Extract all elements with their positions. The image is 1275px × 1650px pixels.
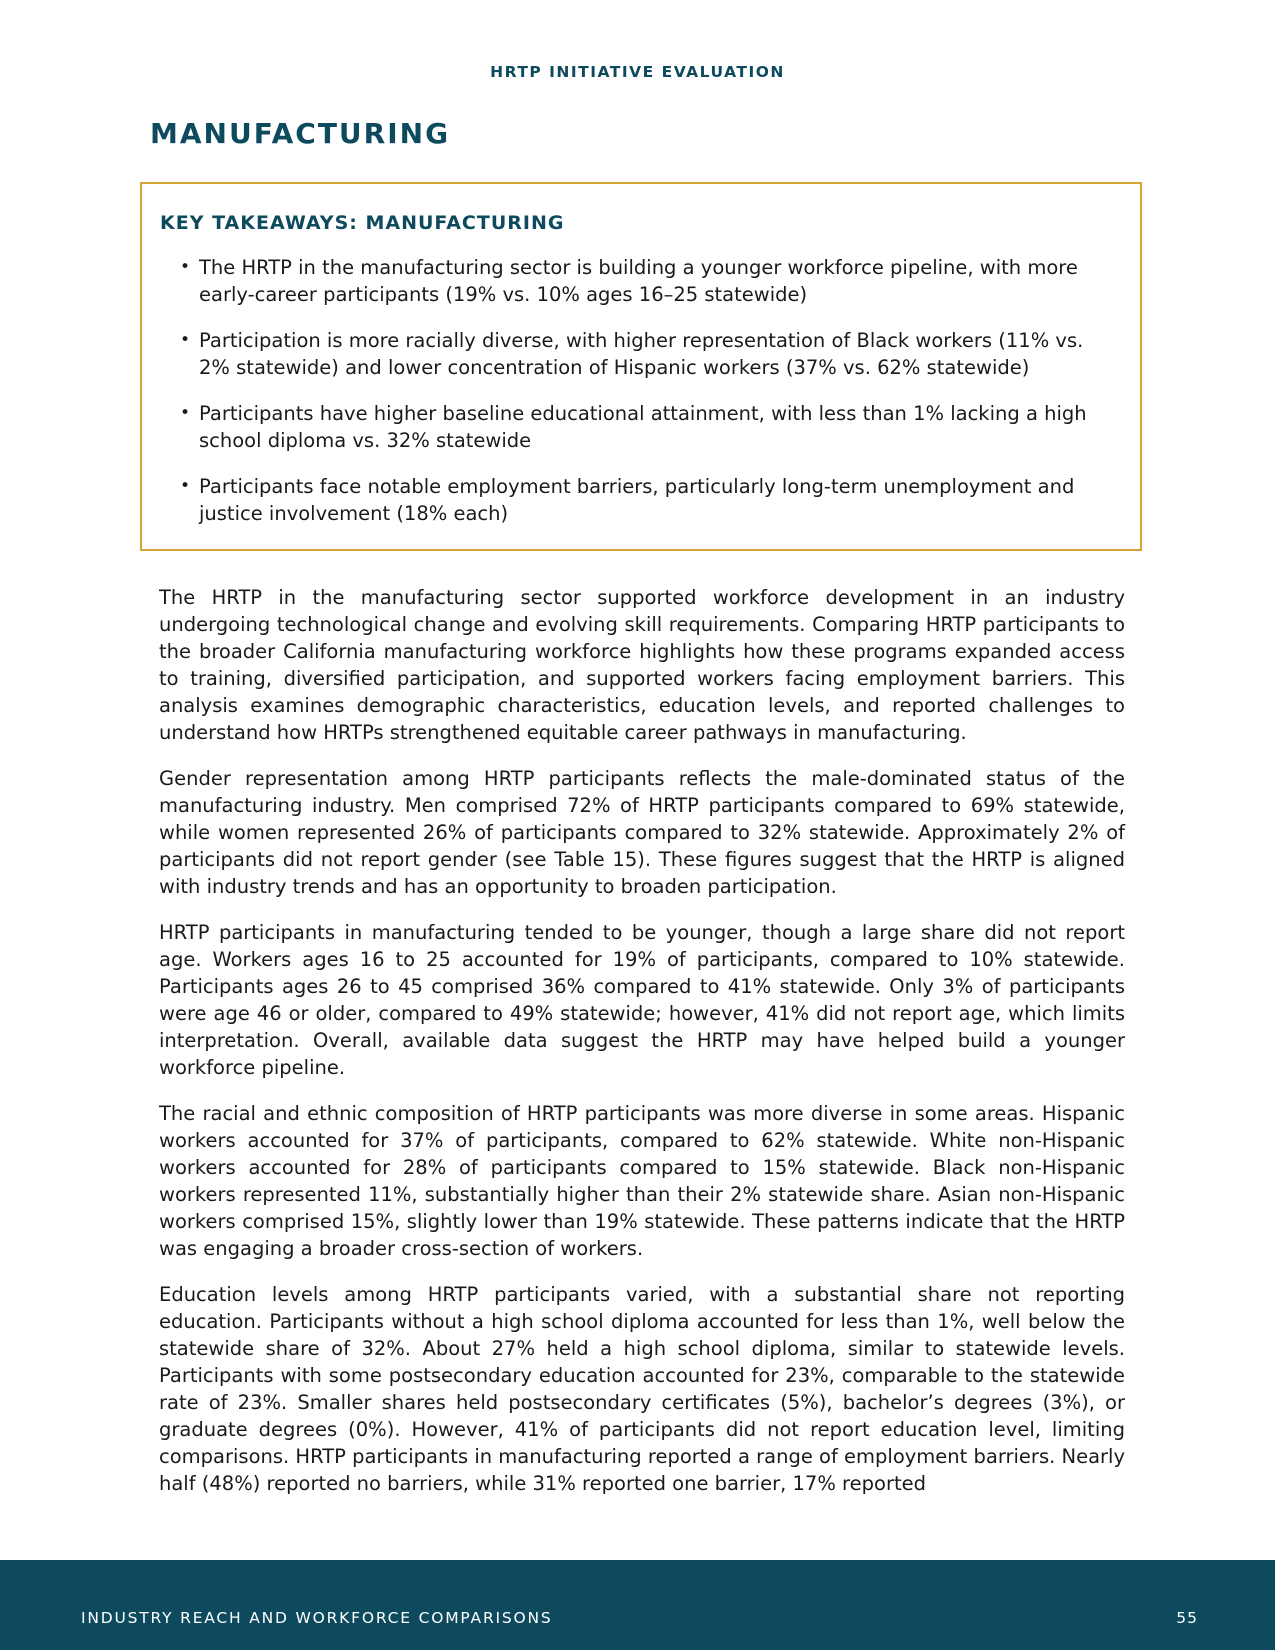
body-paragraph: Gender representation among HRTP participants reflects the male-dominated status of the manufacturing industry. Men comprised 72% of HRTP participants compared to 69% statewide, while women represented 26% of participants compared to 32% statewide. Approximately 2% of participants did not report gender (see Table 15). These figures suggest that the HRTP is aligned with industry trends and has an opportunity to broaden participation. bbox=[159, 767, 1125, 898]
takeaway-item bbox=[180, 400, 1120, 454]
takeaway-item bbox=[180, 254, 1120, 308]
key-takeaways-list bbox=[180, 254, 1120, 546]
page-number: 55 bbox=[1176, 1609, 1198, 1627]
takeaway-text: Participants have higher baseline educational attainment, with less than 1% lacking a high school diploma vs. 32% statewide bbox=[199, 402, 1087, 452]
bullet-icon: • bbox=[180, 330, 191, 350]
body-paragraph: HRTP participants in manufacturing tended to be younger, though a large share did not report age. Workers ages 16 to 25 accounted for 19% of participants, compared to 10% statewide. Participants ages 26 to 45 comprised 36% compared to 41% statewide. Only 3% of participants were age 46 or older, compared to 49% statewide; however, 41% did not report age, which limits interpretation. Overall, available data suggest the HRTP may have helped build a younger workforce pipeline. bbox=[159, 921, 1125, 1079]
page-footer bbox=[0, 1560, 1275, 1650]
bullet-icon: • bbox=[180, 257, 191, 277]
running-header: HRTP INITIATIVE EVALUATION bbox=[490, 63, 785, 81]
takeaway-item bbox=[180, 473, 1120, 527]
key-takeaways-box bbox=[140, 182, 1142, 551]
bullet-icon: • bbox=[180, 476, 191, 496]
takeaway-item bbox=[180, 327, 1120, 381]
body-paragraph: The HRTP in the manufacturing sector supported workforce development in an industry undergoing technological change and evolving skill requirements. Comparing HRTP participants to the broader California manufacturing workforce highlights how these programs expanded access to training, diversified participation, and supported workers facing employment barriers. This analysis examines demographic characteristics, education levels, and reported challenges to understand how HRTPs strengthened equitable career pathways in manufacturing. bbox=[159, 586, 1125, 744]
takeaway-text: Participants face notable employment barriers, particularly long-term unemployment and justice involvement (18% each) bbox=[199, 475, 1075, 525]
body-text bbox=[159, 584, 1125, 1516]
body-paragraph: The racial and ethnic composition of HRTP participants was more diverse in some areas. Hispanic workers accounted for 37% of participants, compared to 62% statewide. White non-Hispanic workers accounted for 28% of participants compared to 15% statewide. Black non-Hispanic workers represented 11%, substantially higher than their 2% statewide share. Asian non-Hispanic workers comprised 15%, slightly lower than 19% statewide. These patterns indicate that the HRTP was engaging a broader cross-section of workers. bbox=[159, 1102, 1125, 1260]
body-paragraph: Education levels among HRTP participants varied, with a substantial share not reporting education. Participants without a high school diploma accounted for less than 1%, well below the statewide share of 32%. About 27% held a high school diploma, similar to statewide levels. Participants with some postsecondary education accounted for 23%, comparable to the statewide rate of 23%. Smaller shares held postsecondary certificates (5%), bachelor’s degrees (3%), or graduate degrees (0%). However, 41% of participants did not report education level, limiting comparisons. HRTP participants in manufacturing reported a range of employment barriers. Nearly half (48%) reported no barriers, while 31% reported one barrier, 17% reported bbox=[159, 1283, 1126, 1495]
footer-section-label: INDUSTRY REACH AND WORKFORCE COMPARISONS bbox=[81, 1609, 553, 1627]
takeaway-text: The HRTP in the manufacturing sector is building a younger workforce pipeline, with more early-career participants (19% vs. 10% ages 16–25 statewide) bbox=[199, 256, 1078, 306]
takeaway-text: Participation is more racially diverse, with higher representation of Black workers (11% vs. 2% statewide) and lower concentration of Hispanic workers (37% vs. 62% statewide) bbox=[199, 329, 1084, 379]
key-takeaways-title: KEY TAKEAWAYS: MANUFACTURING bbox=[160, 212, 565, 234]
section-title: MANUFACTURING bbox=[150, 117, 451, 150]
bullet-icon: • bbox=[180, 403, 191, 423]
